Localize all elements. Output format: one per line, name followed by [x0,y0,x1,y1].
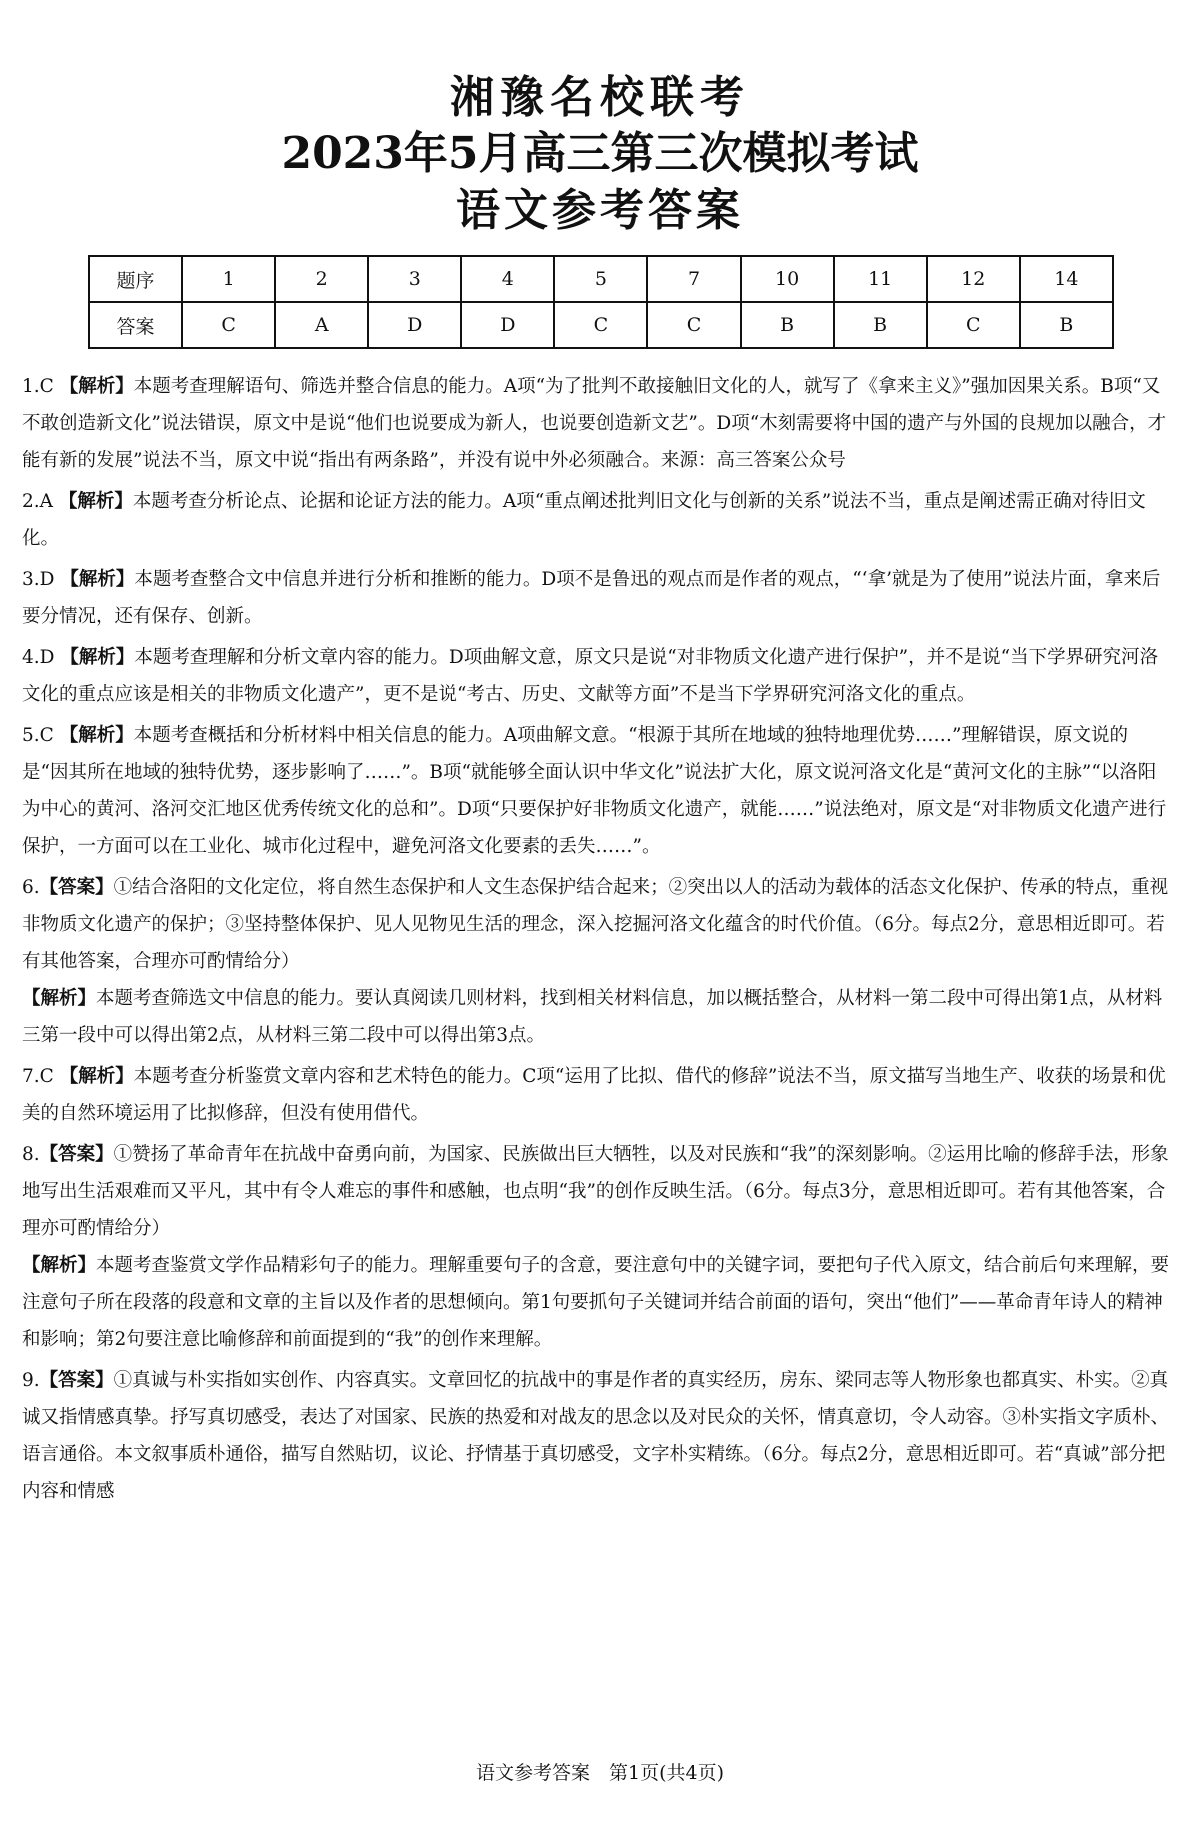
item-number: 3.D [22,569,55,590]
question-number: 11 [834,256,927,302]
question-number: 12 [927,256,1020,302]
answer-cell: B [834,302,927,348]
answer-cell: C [927,302,1020,348]
explanation-item [22,1136,1172,1358]
item-tag: 【解析】 [60,569,135,590]
answer-cell: A [275,302,368,348]
answer-table-number-row [89,256,1113,302]
question-number: 3 [368,256,461,302]
explanation-item [22,639,1172,713]
answer-cell: D [461,302,554,348]
item-tag: 【解析】 [59,1066,134,1087]
question-number: 10 [741,256,834,302]
explanation-item [22,561,1172,635]
item-text: 本题考查理解语句、筛选并整合信息的能力。A项“为了批判不敢接触旧文化的人，就写了《拿来主义》”强加因果关系。B项“又不敢创造新文化”说法错误，原文中是说“他们也说要成为新人，也说要创造新文艺”。D项“木刻需要将中国的遗产与外国的良规加以融合，才能有新的发展”说法不当，原文中说“指出有两条路”，并没有说中外必须融合。来源：高三答案公众号 [22,376,1167,471]
item-number: 1.C [22,376,54,397]
item-tag: 【解析】 [59,376,134,397]
answer-cell: D [368,302,461,348]
item-text: 本题考查分析鉴赏文章内容和艺术特色的能力。C项“运用了比拟、借代的修辞”说法不当，原文描写当地生产、收获的场景和优美的自然环境运用了比拟修辞，但没有使用借代。 [22,1066,1166,1124]
item-tag: 【答案】 [39,877,114,898]
exam-org-title: 湘豫名校联考 [450,72,750,123]
item-number: 8. [22,1144,40,1165]
item-text: ①赞扬了革命青年在抗战中奋勇向前，为国家、民族做出巨大牺牲，以及对民族和“我”的深刻影响。②运用比喻的修辞手法，形象地写出生活艰难而又平凡，其中有令人难忘的事件和感触，也点明“我”的创作反映生活。（6分。每点3分，意思相近即可。若有其他答案，合理亦可酌情给分） [22,1144,1169,1239]
row-label: 题序 [89,256,182,302]
item-tag: 【解析】 [59,725,134,746]
answer-cell: B [1020,302,1113,348]
answer-cell: C [554,302,647,348]
item-tag: 【答案】 [39,1370,114,1391]
page-footer: 语文参考答案 第1页(共4页) [475,1762,724,1784]
explanation-item [22,869,1172,1054]
answer-cell: B [741,302,834,348]
exam-title: 2023年5月高三第三次模拟考试 [281,128,919,179]
answer-table [88,255,1114,349]
explanation-item [22,1058,1172,1132]
item-tag: 【答案】 [39,1144,114,1165]
header [0,70,1200,240]
explanation-item [22,1362,1172,1510]
question-number: 14 [1020,256,1113,302]
item-number: 5.C [22,725,54,746]
item-text: 本题考查整合文中信息并进行分析和推断的能力。D项不是鲁迅的观点而是作者的观点，“‘拿’就是为了使用”说法片面，拿来后要分情况，还有保存、创新。 [22,569,1161,627]
row-label: 答案 [89,302,182,348]
item-sub-tag: 【解析】 [22,988,97,1009]
question-number: 7 [647,256,740,302]
question-number: 4 [461,256,554,302]
item-number: 7.C [22,1066,54,1087]
answer-table-answer-row [89,302,1113,348]
document-title: 语文参考答案 [456,185,744,236]
explanation-item [22,717,1172,865]
item-text: 本题考查理解和分析文章内容的能力。D项曲解文意，原文只是说“对非物质文化遗产进行保护”，并不是说“当下学界研究河洛文化的重点应该是相关的非物质文化遗产”，更不是说“考古、历史、文献等方面”不是当下学界研究河洛文化的重点。 [22,647,1159,705]
item-tag: 【解析】 [58,491,133,512]
answer-explanations [22,368,1172,1514]
item-text: ①结合洛阳的文化定位，将自然生态保护和人文生态保护结合起来；②突出以人的活动为载体的活态文化保护、传承的特点，重视非物质文化遗产的保护；③坚持整体保护、见人见物见生活的理念，深入挖掘河洛文化蕴含的时代价值。（6分。每点2分，意思相近即可。若有其他答案，合理亦可酌情给分） [22,877,1169,972]
explanation-item [22,368,1172,479]
question-number: 1 [182,256,275,302]
item-number: 6. [22,877,40,898]
item-text: 本题考查概括和分析材料中相关信息的能力。A项曲解文意。“根源于其所在地域的独特地理优势……”理解错误，原文说的是“因其所在地域的独特优势，逐步影响了……”。B项“就能够全面认识中华文化”说法扩大化，原文说河洛文化是“黄河文化的主脉”“以洛阳为中心的黄河、洛河交汇地区优秀传统文化的总和”。D项“只要保护好非物质文化遗产，就能……”说法绝对，原文是“对非物质文化遗产进行保护，一方面可以在工业化、城市化过程中，避免河洛文化要素的丢失……”。 [22,725,1167,857]
item-sub-text: 本题考查鉴赏文学作品精彩句子的能力。理解重要句子的含意，要注意句中的关键字词，要把句子代入原文，结合前后句来理解，要注意句子所在段落的段意和文章的主旨以及作者的思想倾向。第1句要抓句子关键词并结合前面的语句，突出“他们”——革命青年诗人的精神和影响；第2句要注意比喻修辞和前面提到的“我”的创作来理解。 [22,1255,1170,1350]
answer-cell: C [647,302,740,348]
item-text: ①真诚与朴实指如实创作、内容真实。文章回忆的抗战中的事是作者的真实经历，房东、梁同志等人物形象也都真实、朴实。②真诚又指情感真挚。抒写真切感受，表达了对国家、民族的热爱和对战友的思念以及对民众的关怀，情真意切，令人动容。③朴实指文字质朴、语言通俗。本文叙事质朴通俗，描写自然贴切，议论、抒情基于真切感受，文字朴实精练。（6分。每点2分，意思相近即可。若“真诚”部分把内容和情感 [22,1370,1170,1502]
explanation-item [22,483,1172,557]
item-sub-text: 本题考查筛选文中信息的能力。要认真阅读几则材料，找到相关材料信息，加以概括整合，从材料一第二段中可得出第1点，从材料三第一段中可以得出第2点，从材料三第二段中可以得出第3点。 [22,988,1163,1046]
item-sub-tag: 【解析】 [22,1255,97,1276]
question-number: 5 [554,256,647,302]
answer-cell: C [182,302,275,348]
item-tag: 【解析】 [60,647,135,668]
item-text: 本题考查分析论点、论据和论证方法的能力。A项“重点阐述批判旧文化与创新的关系”说法不当，重点是阐述需正确对待旧文化。 [22,491,1146,549]
item-number: 4.D [22,647,55,668]
item-number: 2.A [22,491,54,512]
question-number: 2 [275,256,368,302]
item-number: 9. [22,1370,40,1391]
